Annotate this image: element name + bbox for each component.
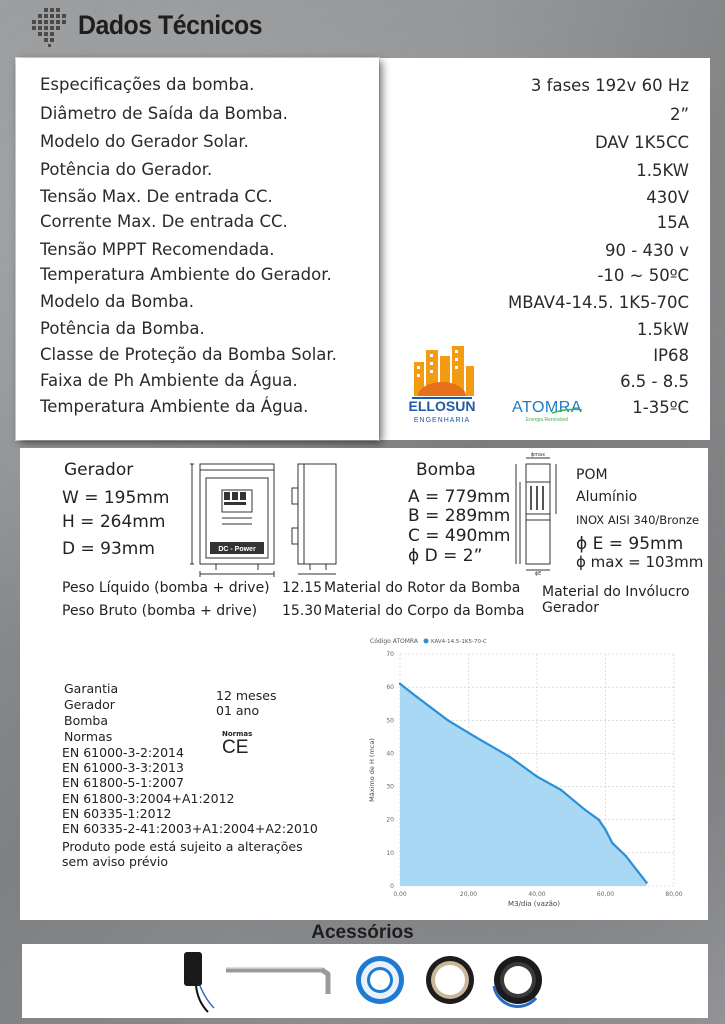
spec-label: Tensão Max. De entrada CC. <box>40 187 273 206</box>
spec-label: Potência do Gerador. <box>40 160 213 179</box>
bomba-dim-b: B = 289mm <box>408 506 511 526</box>
generator-drawing <box>186 458 350 580</box>
spec-value: DAV 1K5CC <box>594 133 689 152</box>
peso-liquido-label: Peso Líquido (bomba + drive) <box>62 580 270 596</box>
spec-label: Corrente Max. De entrada CC. <box>40 212 288 231</box>
material-pom: POM <box>576 467 608 483</box>
spec-value: 430V <box>646 188 689 207</box>
chart-title: Código ATOMRA <box>370 638 418 645</box>
pump-de-label: ϕE <box>534 571 542 576</box>
atomra-name: ATOMRA <box>512 399 582 416</box>
chart-ytick-label: 10 <box>386 849 394 857</box>
chart-ytick-label: 30 <box>386 783 394 791</box>
bomba-dim-c: C = 490mm <box>408 526 511 546</box>
gerador-height: H = 264mm <box>62 512 166 532</box>
spec-label: Temperatura Ambiente do Gerador. <box>40 265 332 284</box>
spec-label: Classe de Proteção da Bomba Solar. <box>40 345 337 364</box>
dim-e: ϕ E = 95mm <box>576 534 684 554</box>
chart-point <box>584 809 586 811</box>
spec-value: MBAV4-14.5. 1K5-70C <box>507 293 689 312</box>
normas-heading: Normas <box>64 729 113 744</box>
spec-label: Faixa de Ph Ambiente da Água. <box>40 371 298 390</box>
spec-label: Especificações da bomba. <box>40 75 255 94</box>
norms-list <box>62 745 318 836</box>
garantia-bomba-value: 01 ano <box>216 703 260 718</box>
spec-label: Diâmetro de Saída da Bomba. <box>40 104 288 123</box>
spec-label: Modelo da Bomba. <box>40 292 195 311</box>
accessories-title: Acessórios <box>311 922 414 943</box>
corpo-label: Material do Corpo da Bomba <box>324 603 525 619</box>
chart-point <box>474 736 476 738</box>
pump-dmax-label: ϕmax <box>530 452 546 458</box>
chart-ytick-label: 20 <box>386 816 394 824</box>
chart-xtick-label: 60,00 <box>596 891 615 898</box>
chart-ytick-label: 60 <box>386 684 394 692</box>
chart-xlabel: M3/dia (vazão) <box>508 900 560 908</box>
peso-bruto-value: 15.30 <box>282 603 323 619</box>
disclaimer-line-1: Produto pode está sujeito a alterações <box>62 839 303 854</box>
chart-ylabel: Máximo de H (mca) <box>368 738 376 802</box>
chart-ytick-label: 50 <box>386 717 394 725</box>
atomra-sub: Energia Renovável <box>525 417 569 423</box>
sensor-probe-icon <box>184 952 214 1012</box>
chart-point <box>399 683 401 685</box>
page-title: Dados Técnicos <box>78 10 263 40</box>
spec-value: 3 fases 192v 60 Hz <box>530 76 689 95</box>
chart-point <box>447 719 449 721</box>
chart-xtick-label: 40,00 <box>528 891 546 898</box>
chart-point <box>645 881 647 883</box>
norm-item: EN 61800-3:2004+A1:2012 <box>62 790 235 806</box>
chart-point <box>611 842 613 844</box>
ce-mark: CE <box>222 737 249 758</box>
gerador-label: Gerador <box>64 697 115 712</box>
chart-point <box>416 696 418 698</box>
chart-point <box>560 789 562 791</box>
spec-value: -10 ~ 50ºC <box>597 266 689 285</box>
spec-value: 90 - 430 v <box>605 241 689 260</box>
rubber-ring-icon <box>494 956 542 1006</box>
gerador-title: Gerador <box>64 460 134 480</box>
chart-point <box>604 828 606 830</box>
spec-label: Potência da Bomba. <box>40 319 205 338</box>
chart-ytick-label: 0 <box>390 883 394 890</box>
spec-label: Modelo do Gerador Solar. <box>40 132 249 151</box>
chart-ytick-label: 40 <box>386 750 394 758</box>
spec-value: 2” <box>669 105 689 124</box>
bomba-label: Bomba <box>64 713 108 728</box>
material-inox: INOX AISI 340/Bronze <box>576 513 700 527</box>
norm-item: EN 61000-3-3:2013 <box>62 760 184 776</box>
generator-panel-label: DC - Power <box>218 546 256 553</box>
involucro-label-2: Gerador <box>542 600 600 616</box>
chart-point <box>597 819 599 821</box>
chart-xtick-label: 80,00 <box>665 891 683 898</box>
ellosun-name: ELLOSUN <box>408 398 476 414</box>
chart-xtick-label: 20,00 <box>459 891 478 898</box>
chart-xtick-label: 0,00 <box>393 891 407 898</box>
spec-value: 15A <box>656 213 689 232</box>
disclaimer-line-2: sem aviso prévio <box>62 854 169 869</box>
pump-drawing <box>512 452 562 576</box>
rotor-label: Material do Rotor da Bomba <box>324 580 521 596</box>
chart-point <box>536 775 538 777</box>
spec-value: IP68 <box>653 346 689 365</box>
spec-label: Temperatura Ambiente da Água. <box>40 397 309 416</box>
gasket-ring-icon <box>426 956 474 1004</box>
norm-item: EN 60335-1:2012 <box>62 805 172 821</box>
pixel-globe-icon <box>26 6 70 50</box>
material-aluminio: Alumínio <box>576 489 638 505</box>
norm-item: EN 61800-5-1:2007 <box>62 775 184 791</box>
normas-label: Normas <box>222 730 253 738</box>
bomba-dim-a: A = 779mm <box>408 487 511 507</box>
spec-value: 1.5KW <box>636 161 689 180</box>
gerador-width: W = 195mm <box>62 488 170 508</box>
dim-max: ϕ max = 103mm <box>576 553 704 571</box>
spec-value: 6.5 - 8.5 <box>620 372 689 391</box>
gerador-depth: D = 93mm <box>62 539 155 559</box>
spec-value: 1-35ºC <box>632 398 689 417</box>
teflon-tape-icon <box>356 956 404 1004</box>
chart-legend-label: KAV4-14.5-1K5-70-C <box>431 639 487 645</box>
bomba-dim-d: ϕ D = 2” <box>408 546 483 566</box>
chart-point <box>625 855 627 857</box>
garantia-values <box>216 688 276 718</box>
garantia-label: Garantia <box>64 681 119 696</box>
involucro-label-1: Material do Invólucro <box>542 584 690 600</box>
spec-label: Tensão MPPT Recomendada. <box>40 240 275 259</box>
peso-liquido-value: 12.15 <box>282 580 323 596</box>
chart-point <box>508 756 510 758</box>
norm-item: EN 60335-2-41:2003+A1:2004+A2:2010 <box>62 821 318 837</box>
chart-area-fill <box>400 684 647 886</box>
bomba-title: Bomba <box>416 460 476 480</box>
accessories-images <box>176 946 556 1016</box>
norm-item: EN 61000-3-2:2014 <box>62 745 184 760</box>
peso-bruto-label: Peso Bruto (bomba + drive) <box>62 603 258 619</box>
chart-ytick-label: 70 <box>386 651 394 658</box>
garantia-labels <box>64 681 118 745</box>
chart-legend-marker <box>424 639 429 644</box>
ellosun-sub: ENGENHARIA <box>413 417 471 424</box>
pump-curve-chart <box>364 634 684 910</box>
hex-key-icon <box>226 968 328 994</box>
atomra-logo <box>508 394 586 424</box>
disclaimer <box>62 839 303 869</box>
garantia-gerador-value: 12 meses <box>216 688 277 703</box>
ellosun-logo <box>404 344 480 426</box>
spec-value: 1.5kW <box>636 320 689 339</box>
